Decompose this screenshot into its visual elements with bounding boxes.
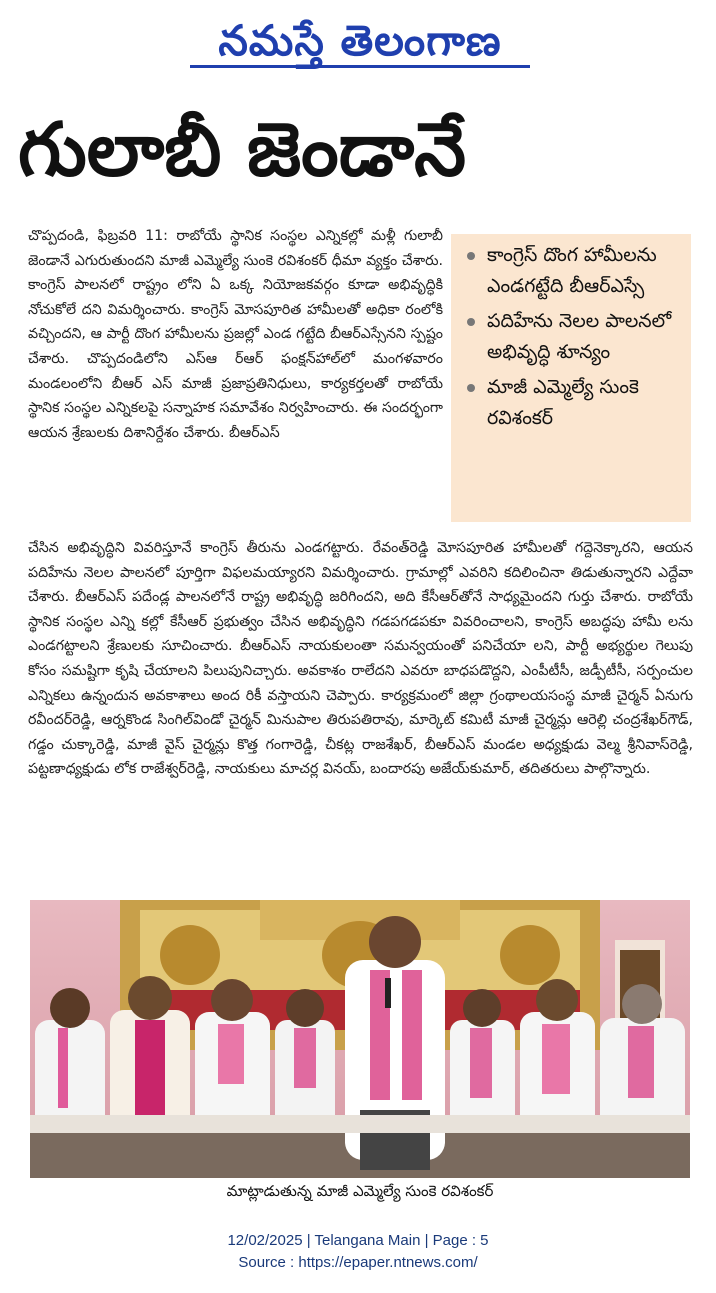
article-headline: గులాబీ జెండానే (18, 107, 467, 193)
highlight-item: పదిహేను నెలల పాలనలో అభివృద్ధి శూన్యం (463, 306, 685, 368)
edition-info: 12/02/2025 | Telangana Main | Page : 5 (227, 1232, 489, 1249)
article-body-intro (28, 224, 443, 445)
bullet-icon (467, 318, 475, 326)
highlights-box (451, 234, 691, 522)
article-photo (30, 900, 690, 1178)
highlight-item: కాంగ్రెస్ దొంగ హామీలను ఎండగట్టేది బీఆర్ఎస్సే (463, 240, 685, 302)
bullet-icon (467, 384, 475, 392)
source-link[interactable]: Source : https://epaper.ntnews.com/ (238, 1254, 478, 1271)
highlights-list (463, 240, 685, 434)
article-body-main (28, 536, 693, 782)
article-paragraph-intro: చొప్పదండి, ఫిబ్రవరి 11: రాబోయే స్థానిక సంస్థల ఎన్నికల్లో మళ్లీ గులాబీ జెండానే ఎగురుతుందని మాజీ ఎమ్మెల్యే సుంకె రవిశంకర్ ధీమా వ్యక్తం చేశారు. కాంగ్రెస్ పాలనలో రాష్ట్రం లోని ఏ ఒక్క నియోజకవర్గం కూడా అభివృద్ధికి నోచుకోలే దని విమర్శించారు. కాంగ్రెస్ మోసపూరిత హామీలతో అధికా రంలోకి వచ్చిందని, ఆ పార్టీ దొంగ హామీలను ప్రజల్లో ఎండ గట్టేది బీఆర్ఎస్సేనని స్పష్టం చేశారు. చొప్పదండిలోని ఎస్ఆ ర్ఆర్ ఫంక్షన్‌హాల్‌లో మంగళవారం మండలంలోని బీఆర్ ఎస్ మాజీ ప్రజాప్రతినిధులు, కార్యకర్తలతో రాబోయే స్థానిక సంస్థల ఎన్నికలపై సన్నాహక సమావేశం నిర్వహించారు. ఈ సందర్భంగా ఆయన శ్రేణులకు దిశానిర్దేశం చేశారు. బీఆర్ఎస్ (28, 228, 443, 441)
highlight-item: మాజీ ఎమ్మెల్యే సుంకె రవిశంకర్ (463, 372, 685, 434)
newspaper-masthead: నమస్తే తెలంగాణ (150, 10, 570, 72)
bullet-icon (467, 252, 475, 260)
article-paragraph-main: చేసిన అభివృద్ధిని వివరిస్తూనే కాంగ్రెస్ తీరును ఎండగట్టారు. రేవంత్‌రెడ్డి మోసపూరిత హామీలతో గద్దెనెక్కారని, ఆయన పదిహేను నెలల పాలనలో పూర్తిగా విఫలమయ్యారని విమర్శించారు. గ్రామాల్లో ఎవరిని కదిలించినా తిడుతున్నారని ఎద్దేవా చేశారు. బీఆర్ఎస్ పదేండ్ల పాలనలోనే రాష్ట్ర అభివృద్ధి జరిగిందని, అది కేసీఆర్‌తోనే సాధ్యమైందని గుర్తు చేశారు. రాబోయే స్థానిక సంస్థల ఎన్ని కల్లో కేసీఆర్ ప్రభుత్వం చేసిన అభివృద్ధిని గడపగడపకూ వివరించాలని, కాంగ్రెస్ అబద్ధపు హామీ లను ఎండగట్టాలని శ్రేణులకు సూచించారు. బీఆర్ఎస్ నాయకులంతా సమన్వయంతో పనిచేయా లని, పార్టీ అభ్యర్థుల గెలుపు కోసం సమష్టిగా కృషి చేయాలని పిలుపునిచ్చారు. అవకాశం రాలేదని ఎవరూ బాధపడొద్దని, ఎంపీటీసీ, జడ్పీటీసీ, సర్పంచుల ఎన్నికలు ఉన్నందున అవకాశాలు అంద రికీ వస్తాయని చెప్పారు. కార్యక్రమంలో జిల్లా గ్రంథాలయసంస్థ మాజీ చైర్మన్ ఏనుగు రవీందర్‌రెడ్డి, ఆర్నకొండ సింగిల్‌విండో చైర్మన్ మినుపాల తిరుపతిరావు, మార్కెట్ కమిటీ మాజీ చైర్మన్లు ఆరెల్లి చంద్రశేఖర్‌గౌడ్, గడ్డం చుక్కారెడ్డి, మాజీ వైస్ చైర్మన్లు కొత్త గంగారెడ్డి, చీకట్ల రాజశేఖర్, బీఆర్ఎస్ మండల అధ్యక్షుడు వెల్మ శ్రీనివాస్‌రెడ్డి, పట్టణాధ్యక్షుడు లోక రాజేశ్వర్‌రెడ్డి, నాయకులు మాచర్ల వినయ్, బందారపు అజేయ్‌కుమార్, తదితరులు పాల్గొన్నారు. (28, 540, 693, 778)
photo-caption: మాట్లాడుతున్న మాజీ ఎమ్మెల్యే సుంకె రవిశంకర్ (226, 1182, 494, 1200)
event-photo-illustration (30, 900, 690, 1178)
